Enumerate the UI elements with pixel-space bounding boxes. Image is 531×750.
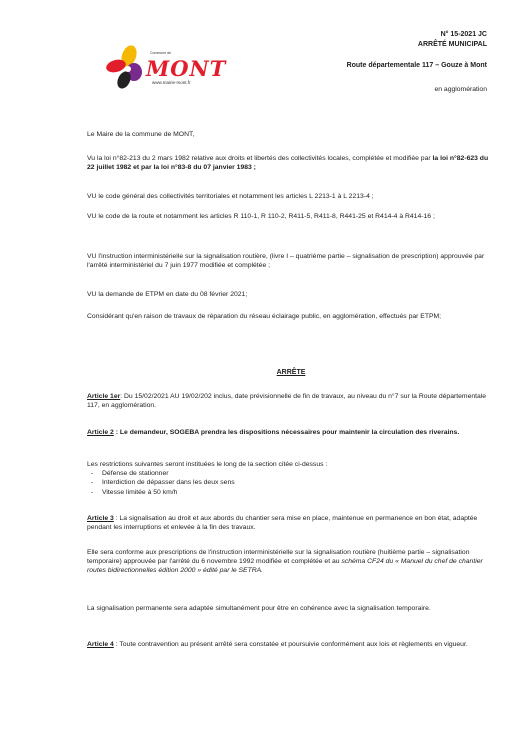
vu-instruction: VU l'instruction interministérielle sur la signalisation routière, (livre I – quatrième partie – signalisation de prescription) approuvée par l'arrêté interministériel du 7 juin 1977 modifiée et complétée ; — [87, 253, 485, 270]
route-title: Route départementale 117 – Gouze à Mont — [346, 62, 487, 69]
article-1-text: : Du 15/02/2021 AU 19/02/202 inclus, date prévisionnelle de fin de travaux, au niveau du n°7 sur la Route départementale 117, en agglomération. — [87, 393, 487, 410]
agglomeration-label: en agglomération — [434, 86, 487, 93]
conformity-paragraph — [87, 548, 495, 576]
article-2 — [87, 428, 495, 437]
article-1-label: Article 1er — [87, 393, 121, 400]
vu-cgct: VU le code général des collectivités territoriales et notamment les articles L 2213-1 à L 2213-4 ; — [87, 193, 374, 200]
article-1 — [87, 392, 495, 410]
commune-logo — [104, 42, 227, 98]
vu-loi-82-213 — [87, 154, 495, 172]
permanent-signage: La signalisation permanente sera adaptée simultanément pour être en cohérence avec la signalisation temporaire. — [87, 605, 431, 612]
article-3-text: : La signalisation au droit et aux abords du chantier sera mise en place, maintenue en permanence en bon état, adaptée pendant les interruptions et enlevée à la fin des travaux. — [87, 515, 478, 532]
reference-number: N° 15-2021 JC — [440, 31, 487, 38]
logo-small-text: Commune de — [150, 51, 172, 55]
conformity-italic: schéma CF24 du « Manuel du chef de chantier routes bidirectionnelles édition 2000 » édité par le SETRA. — [87, 558, 483, 575]
vu-code-route: VU le code de la route et notamment les articles R 110-1, R 110-2, R411-5, R411-8, R441-25 et R414-4 à R414-16 ; — [87, 213, 435, 220]
article-2-label: Article 2 — [87, 429, 114, 436]
logo-word: MONT — [146, 56, 227, 81]
article-2-text: Le demandeur, SOGEBA prendra les dispositions nécessaires pour maintenir la circulation des riverains. — [119, 429, 460, 436]
article-4-label: Article 4 — [87, 641, 114, 648]
conformity-text: Elle sera conforme aux prescriptions de l'instruction interministérielle sur la signalisation routière (huitième partie – signalisation temporaire) approuvée par l'arrêté du 6 novembre 1992 modifiée et complétée et au — [87, 549, 470, 566]
restrictions-list — [87, 469, 495, 497]
article-4 — [87, 640, 495, 649]
article-4-text: : Toute contravention au présent arrêté sera constatée et poursuivie conformément aux lois et règlements en vigueur. — [113, 641, 468, 648]
list-item: - Défense de stationner — [87, 469, 495, 478]
maire-line: Le Maire de la commune de MONT, — [87, 131, 195, 138]
article-3 — [87, 514, 495, 532]
vu1-text: Vu la loi n°82-213 du 2 mars 1982 relative aux droits et libertés des collectivités locales, complétée et modifiée par — [87, 155, 433, 162]
reference-block — [418, 30, 487, 50]
article-2-sep: : — [113, 429, 120, 436]
arrete-title: ARRÊTE — [276, 369, 306, 376]
vu1-bold: la loi n°82-623 du 22 juillet 1982 et par la loi n°83-8 du 07 janvier 1983 ; — [87, 155, 489, 172]
vu-demande: VU la demande de ETPM en date du 08 février 2021; — [87, 291, 248, 298]
list-item: - Interdiction de dépasser dans les deux sens — [87, 478, 495, 487]
logo-url: www.mairie-mont.fr — [152, 80, 191, 85]
restrictions-intro: Les restrictions suivantes seront instituées le long de la section citée ci-dessus : — [87, 461, 328, 468]
list-item: - Vitesse limitée à 50 km/h — [87, 488, 495, 497]
article-3-label: Article 3 — [87, 515, 114, 522]
arrete-label: ARRÊTÉ MUNICIPAL — [417, 41, 487, 48]
restrictions-block — [87, 460, 495, 497]
considerant: Considérant qu'en raison de travaux de réparation du réseau éclairage public, en agglomération, effectués par ETPM; — [87, 313, 442, 320]
